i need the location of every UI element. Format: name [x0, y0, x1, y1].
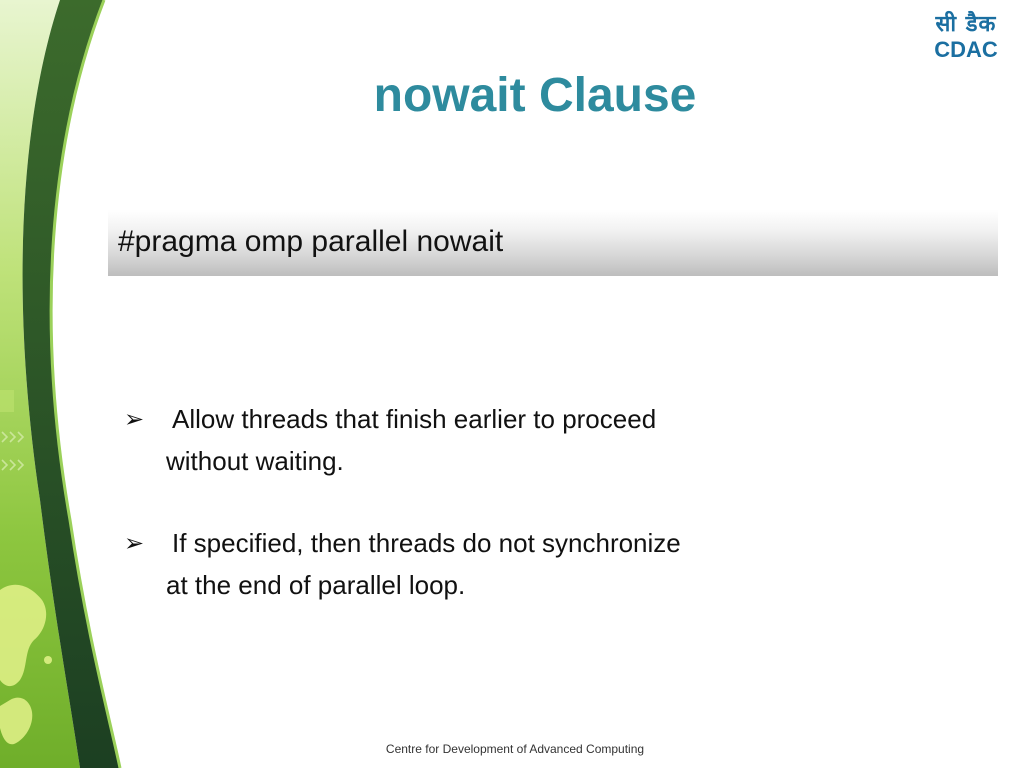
bullet-line: If specified, then threads do not synchronize — [172, 528, 681, 558]
bullet-line: Allow threads that finish earlier to proceed — [172, 404, 657, 434]
logo-english-text: CDAC — [934, 37, 998, 62]
bullet-line: without waiting. — [166, 446, 344, 476]
decorative-green-swoosh — [0, 0, 160, 768]
bullet-list — [124, 398, 824, 646]
arrow-bullet-icon: ➢ — [124, 529, 145, 557]
arrow-bullet-icon: ➢ — [124, 405, 145, 433]
cdac-logo — [930, 12, 1002, 64]
bullet-item — [124, 522, 824, 606]
slide-title: nowait Clause — [373, 69, 697, 122]
bullet-item — [124, 398, 824, 482]
logo-hindi-text: सी डैक — [935, 12, 997, 37]
slide-footer: Centre for Development of Advanced Computing — [385, 742, 645, 756]
bullet-line: at the end of parallel loop. — [166, 570, 466, 600]
pragma-text: #pragma omp parallel nowait — [118, 225, 504, 258]
pragma-band — [108, 210, 998, 276]
